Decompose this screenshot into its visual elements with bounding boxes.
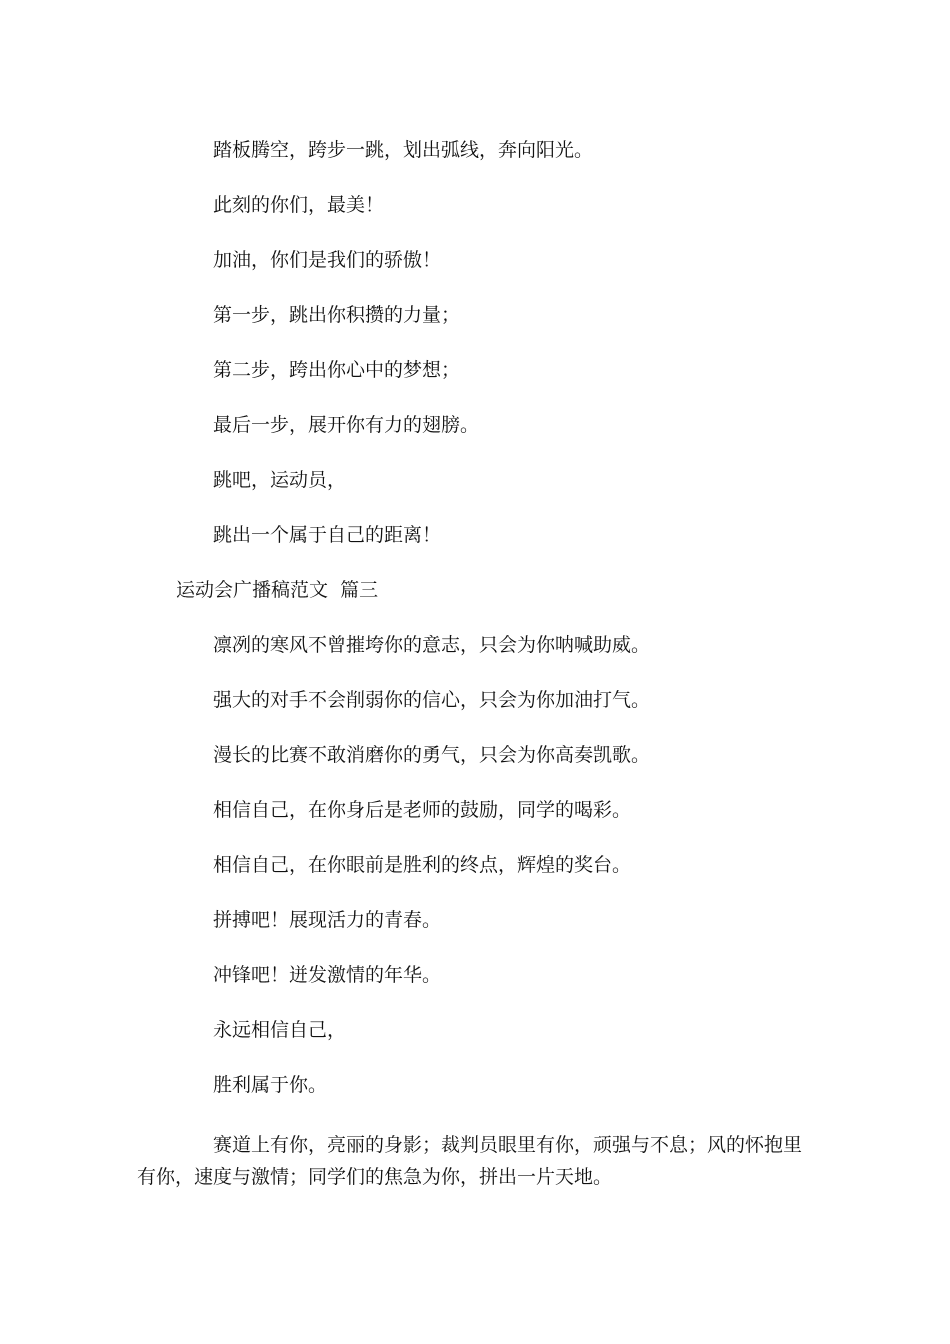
poem-line: 凛冽的寒风不曾摧垮你的意志，只会为你呐喊助威。	[213, 634, 651, 656]
poem-line: 相信自己，在你身后是老师的鼓励，同学的喝彩。	[213, 799, 632, 821]
poem-line: 跳出一个属于自己的距离！	[213, 524, 442, 546]
poem-line: 第一步，跳出你积攒的力量；	[213, 304, 461, 326]
section-heading: 运动会广播稿范文 篇三	[176, 579, 379, 601]
poem-line: 永远相信自己，	[213, 1019, 347, 1041]
poem-line: 拼搏吧！展现活力的青春。	[213, 909, 442, 931]
poem-line: 强大的对手不会削弱你的信心，只会为你加油打气。	[213, 689, 651, 711]
poem-line: 最后一步，展开你有力的翅膀。	[213, 414, 480, 436]
poem-line: 冲锋吧！迸发激情的年华。	[213, 964, 442, 986]
body-paragraph: 赛道上有你，亮丽的身影；裁判员眼里有你，顽强与不息；风的怀抱里有你，速度与激情；同学们的焦急为你，拼出一片天地。	[137, 1134, 803, 1188]
poem-line: 相信自己，在你眼前是胜利的终点，辉煌的奖台。	[213, 854, 632, 876]
poem-line: 胜利属于你。	[213, 1074, 328, 1096]
poem-line: 加油，你们是我们的骄傲！	[213, 249, 442, 271]
poem-line: 跳吧，运动员，	[213, 469, 347, 491]
poem-line: 漫长的比赛不敢消磨你的勇气，只会为你高奏凯歌。	[213, 744, 651, 766]
poem-line: 第二步，跨出你心中的梦想；	[213, 359, 461, 381]
poem-line: 踏板腾空，跨步一跳，划出弧线，奔向阳光。	[213, 139, 594, 161]
poem-line: 此刻的你们，最美！	[213, 194, 385, 216]
